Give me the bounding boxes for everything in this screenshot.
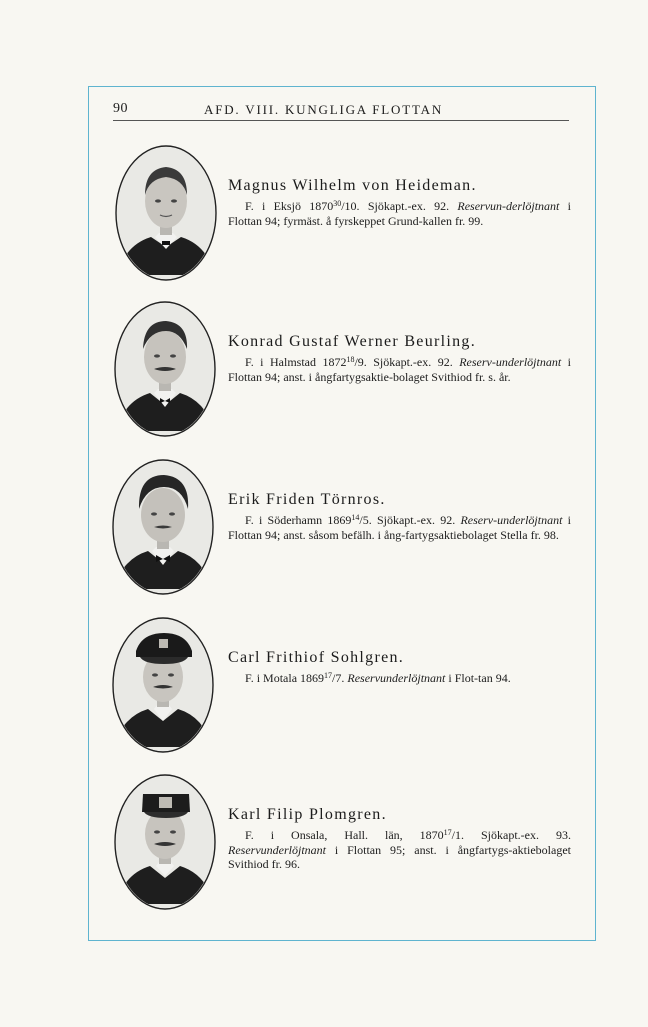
biography-text: F. i Motala 1869$^{17}$/7. Reservunderlöjtnant i Flot-tan 94.: [245, 671, 511, 685]
biography-entry: [112, 459, 572, 599]
person-name: Magnus Wilhelm von Heideman.: [228, 177, 477, 194]
person-name: Konrad Gustaf Werner Beurling.: [228, 333, 477, 350]
biography-text: F. i Halmstad 1872$^{18}$/9. Sjökapt.-ex. 92. Reserv-underlöjtnant i Flottan 94; anst. i ångfartygsaktie-bolaget Svithiod fr. s. år.: [228, 355, 571, 384]
biography-entry: [112, 774, 572, 914]
biography-text: F. i Söderhamn 1869$^{14}$/5. Sjökapt.-ex. 92. Reserv-underlöjtnant i Flottan 94; anst. såsom befälh. i ång-fartygsaktiebolaget Stella fr. 98.: [228, 513, 571, 542]
biography-text-block: [228, 649, 571, 686]
page-number: 90: [113, 101, 128, 116]
portrait-photo: [112, 617, 214, 753]
person-name: Carl Frithiof Sohlgren.: [228, 649, 405, 666]
portrait-photo: [114, 301, 216, 437]
biography-text-block: [228, 177, 571, 228]
biography-text: F. i Onsala, Hall. län, 1870$^{17}$/1. Sjökapt.-ex. 93. Reservunderlöjtnant i Flottan 95; anst. i ångfartygs-aktiebolaget Svithiod fr. 96.: [228, 828, 571, 871]
biography-text-block: [228, 806, 571, 872]
page-header: [113, 100, 569, 121]
biography-entry: [112, 301, 572, 441]
biography-text-block: [228, 333, 571, 384]
portrait-photo: [112, 459, 214, 595]
portrait-photo: [114, 774, 216, 910]
person-name: Erik Friden Törnros.: [228, 491, 386, 508]
biography-text-block: [228, 491, 571, 542]
biography-entry: [112, 617, 572, 757]
running-head: AFD. VIII. KUNGLIGA FLOTTAN: [204, 102, 444, 117]
biography-entry: [112, 145, 572, 285]
portrait-photo: [115, 145, 217, 281]
biography-text: F. i Eksjö 1870$^{30}$/10. Sjökapt.-ex. 92. Reservun-derlöjtnant i Flottan 94; fyrmäst. å fyrskeppet Grund-kallen fr. 99.: [228, 199, 571, 228]
person-name: Karl Filip Plomgren.: [228, 806, 387, 823]
